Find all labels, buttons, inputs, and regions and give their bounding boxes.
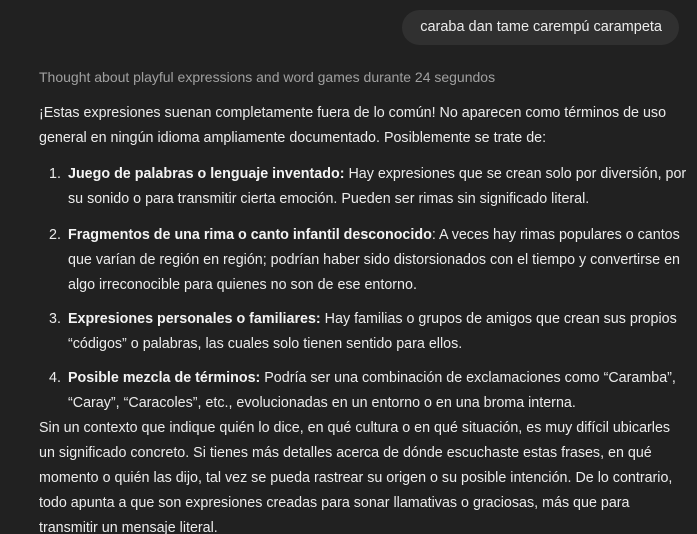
list-item-title: Posible mezcla de términos: <box>68 370 261 386</box>
intro-paragraph: ¡Estas expresiones suenan completamente fuera de lo común! No aparecen como términos de uso general en ningún idioma ampliamente documentado. Posiblemente se trate de: <box>39 105 667 146</box>
thought-summary-toggle[interactable]: Thought about playful expressions and word games durante 24 segundos <box>39 69 496 85</box>
list-item-text: Hay expresiones que se crean solo por diversión, por su sonido o para transmitir cierta emoción. Pueden ser rimas sin significado literal. <box>68 166 687 207</box>
list-item-text: Podría ser una combinación de exclamaciones como “Caramba”, “Caray”, “Caracoles”, etc., evolucionadas en un entorno o en una broma interna. <box>68 370 676 411</box>
user-message-bubble: caraba dan tame carempú carampeta <box>402 10 679 45</box>
closing-paragraph: Sin un contexto que indique quién lo dice, en qué cultura o en qué situación, es muy difícil ubicarles un significado concreto. Si tienes más detalles acerca de dónde escuchaste estas frases, en qué momento o quién las dijo, tal vez se pueda rastrear su origen o su posible intención. De lo contrario, todo apunta a que son expresiones creadas para sonar llamativas o graciosas, más que para transmitir un mensaje literal. <box>39 420 673 534</box>
list-item <box>39 366 687 416</box>
list-item-text: Hay familias o grupos de amigos que crean sus propios “códigos” o palabras, las cuales solo tienen sentido para ellos. <box>68 311 677 352</box>
list-number: 4. <box>49 370 61 386</box>
list-number: 3. <box>49 311 61 327</box>
list-item <box>39 307 687 357</box>
list-item <box>39 223 687 298</box>
list-item-title: Juego de palabras o lenguaje inventado: <box>68 166 345 182</box>
list-number: 1. <box>49 166 61 182</box>
list-item-title: Fragmentos de una rima o canto infantil desconocido <box>68 227 432 243</box>
list-number: 2. <box>49 227 61 243</box>
assistant-message <box>39 94 687 534</box>
list-item-text: : A veces hay rimas populares o cantos que varían de región en región; podrían haber sido distorsionados con el tiempo y convertirse en algo irreconocible para quienes no son de ese entorno. <box>68 227 680 293</box>
list-item-title: Expresiones personales o familiares: <box>68 311 321 327</box>
explanation-list <box>39 162 687 416</box>
list-item <box>39 162 687 212</box>
